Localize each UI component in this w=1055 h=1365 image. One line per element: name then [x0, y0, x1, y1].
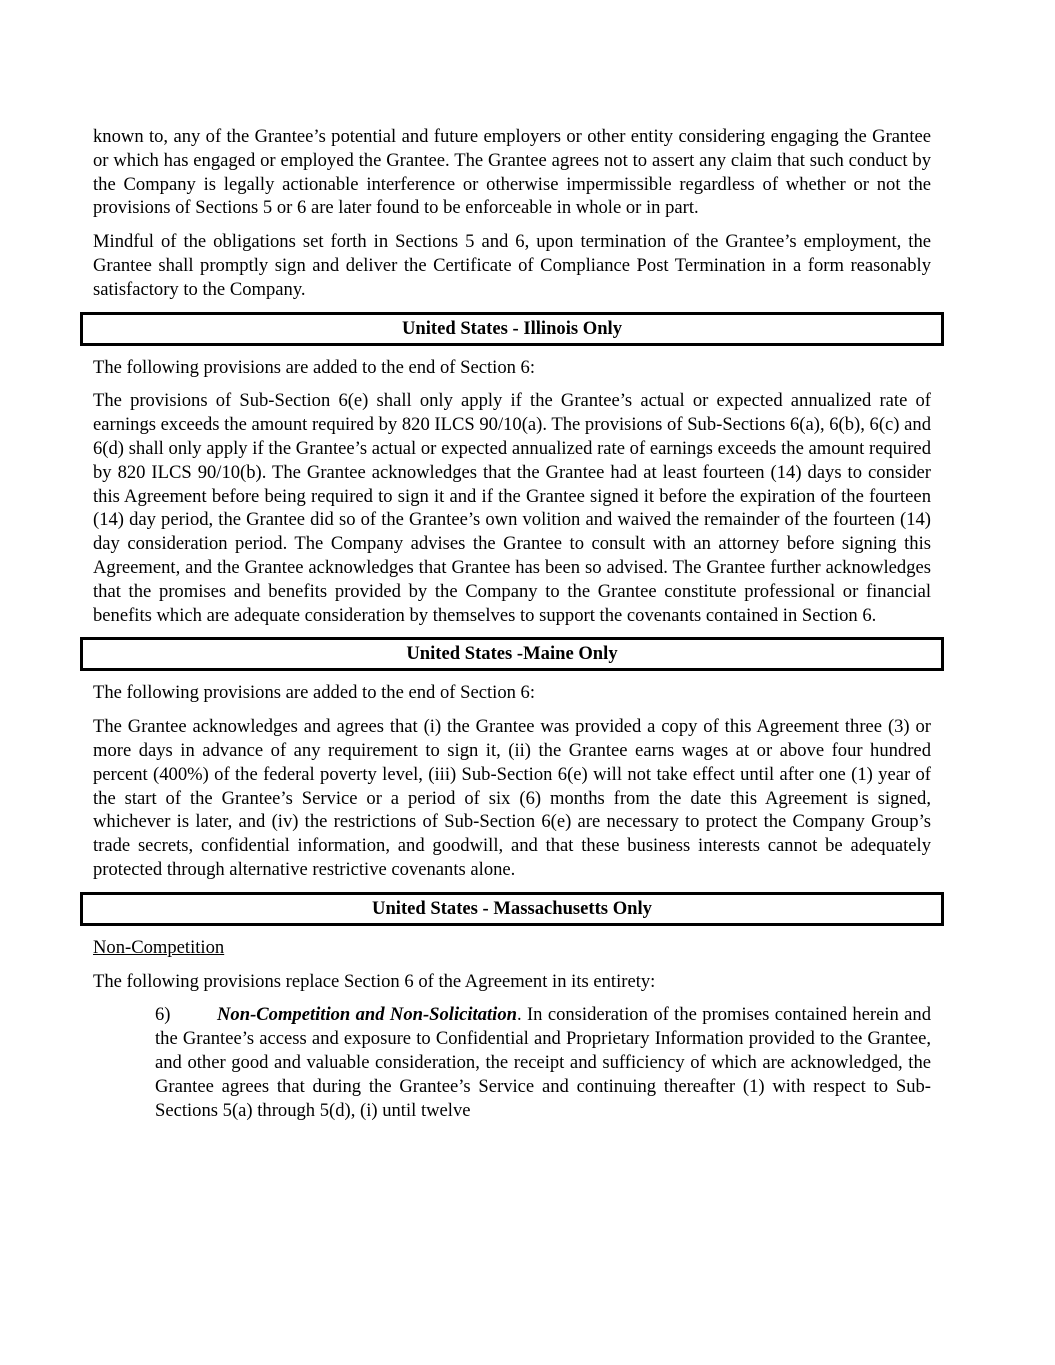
massachusetts-subheading [93, 936, 931, 960]
illinois-heading: United States - Illinois Only [80, 312, 944, 346]
paragraph-certificate-compliance: Mindful of the obligations set forth in Sections 5 and 6, upon termination of the Grantee’s employment, the Grantee shall promptly sign and deliver the Certificate of Compliance Post Termination in a form reasonably satisfactory to the Company. [93, 231, 931, 300]
paragraph-grantee-conduct: known to, any of the Grantee’s potential and future employers or other entity considering engaging the Grantee or which has engaged or employed the Grantee. The Grantee agrees not to assert any claim that such conduct by the Company is legally actionable interference or otherwise impermissible regardless of whether or not the provisions of Sections 5 or 6 are later found to be enforceable in whole or in part. [93, 126, 931, 219]
section-title: Non-Competition and Non-Solicitation [217, 1004, 517, 1026]
illinois-body: The provisions of Sub-Section 6(e) shall only apply if the Grantee’s actual or expected annualized rate of earnings exceeds the amount required by 820 ILCS 90/10(a). The provisions of Sub-Sections 6(a), 6(b), 6(c) and 6(d) shall only apply if the Grantee’s actual or expected annualized rate of earnings exceeds the amount required by 820 ILCS 90/10(b). The Grantee acknowledges that the Grantee had at least fourteen (14) days to consider this Agreement before being required to sign it and if the Grantee signed it before the expiration of the fourteen (14) day period, the Grantee did so of the Grantee’s own volition and waived the remainder of the fourteen (14) day consideration period. The Company advises the Grantee to consult with an attorney before signing this Agreement, and the Grantee acknowledges that Grantee has been so advised. The Grantee further acknowledges that the promises and benefits provided by the Company to the Grantee constitute professional or financial benefits which are adequate consideration by themselves to support the covenants contained in Section 6. [93, 390, 931, 626]
maine-heading: United States -Maine Only [80, 637, 944, 671]
non-competition-label: Non-Competition [93, 936, 225, 958]
section-body: . In consideration of the promises contained herein and the Grantee’s access and exposure to Confidential and Proprietary Information provided to the Grantee, and other good and valuable consideration, the receipt and sufficiency of which are acknowledged, the Grantee agrees that during the Grantee’s Service and continuing thereafter (1) with respect to Sub-Sections 5(a) through 5(d), (i) until twelve [155, 1004, 931, 1121]
document-page [93, 125, 931, 1132]
section-number: 6) [155, 1004, 171, 1026]
maine-intro: The following provisions are added to the end of Section 6: [93, 682, 536, 704]
section-6-paragraph [155, 1003, 931, 1122]
maine-body: The Grantee acknowledges and agrees that (i) the Grantee was provided a copy of this Agreement three (3) or more days in advance of any requirement to sign it, (ii) the Grantee earns wages at or above four hundred percent (400%) of the federal poverty level, (iii) Sub-Section 6(e) will not take effect until after one (1) year of the start of the Grantee’s Service or a period of six (6) months from the date this Agreement is signed, whichever is later, and (iv) the restrictions of Sub-Section 6(e) are necessary to protect the Company Group’s trade secrets, confidential information, and goodwill, and that these business interests cannot be adequately protected through alternative restrictive covenants alone. [93, 716, 931, 880]
massachusetts-intro: The following provisions replace Section 6 of the Agreement in its entirety: [93, 970, 656, 992]
massachusetts-heading: United States - Massachusetts Only [80, 892, 944, 926]
illinois-intro: The following provisions are added to the end of Section 6: [93, 356, 536, 378]
